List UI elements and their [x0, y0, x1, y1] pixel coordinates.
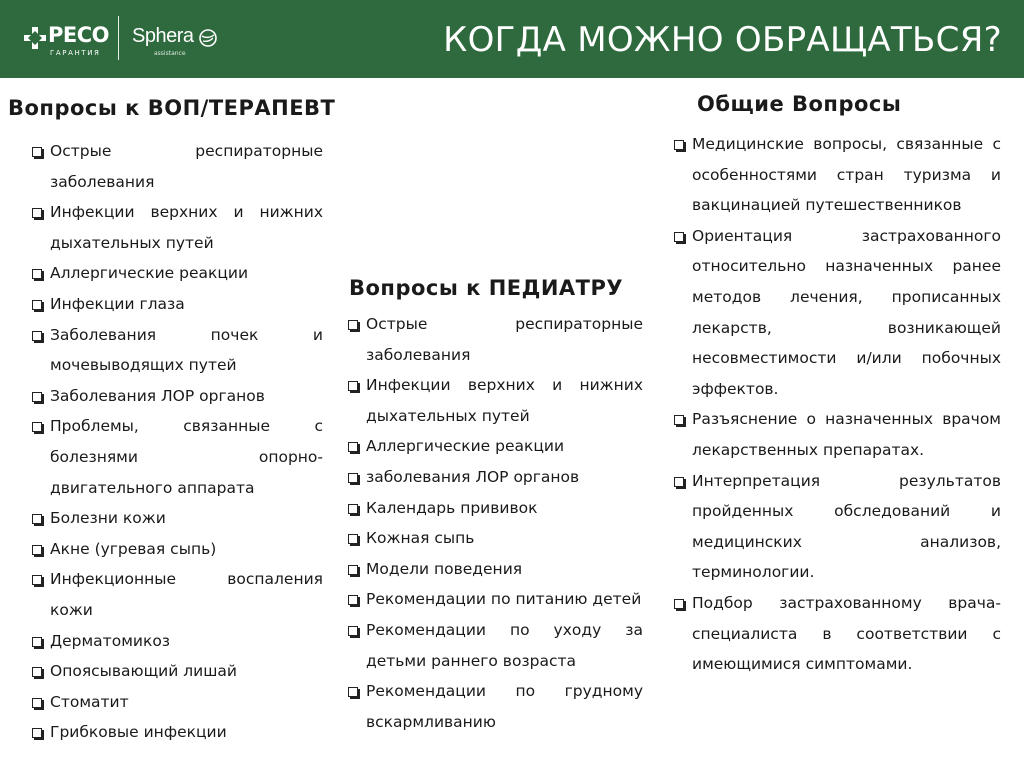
sphera-logo-name: Sphera [132, 25, 194, 47]
list-item: Подбор застрахованному врача-специалиста в соответствии с имеющимися симптомами. [674, 588, 1001, 680]
checkbox-bullet-icon [32, 147, 42, 157]
peco-logo-subtitle: ГАРАНТИЯ [50, 49, 101, 57]
checkbox-bullet-icon [348, 565, 358, 575]
checkbox-bullet-icon [348, 626, 358, 636]
header-bar [0, 0, 1024, 78]
checkbox-bullet-icon [32, 698, 42, 708]
checkbox-bullet-icon [32, 208, 42, 218]
list-item: Ориентация застрахованного относительно назначенных ранее методов лечения, прописанных лекарств, возникающей несовместимости и/или побочных эффектов. [674, 221, 1001, 405]
checkbox-bullet-icon [348, 473, 358, 483]
list-item: Дерматомикоз [32, 626, 323, 657]
checkbox-bullet-icon [674, 140, 684, 150]
sphera-logo-subtitle: assistance [154, 50, 186, 57]
checkbox-bullet-icon [32, 514, 42, 524]
list-item: Стоматит [32, 687, 323, 718]
list-item: Разъяснение о назначенных врачом лекарственных препаратах. [674, 404, 1001, 465]
pediatrician-question-list [348, 309, 643, 737]
list-item: Календарь прививок [348, 493, 643, 524]
checkbox-bullet-icon [32, 728, 42, 738]
checkbox-bullet-icon [32, 331, 42, 341]
list-item: Аллергические реакции [348, 431, 643, 462]
general-section-title: Общие Вопросы [697, 92, 902, 116]
list-item: Проблемы, связанные с болезнями опорно-двигательного аппарата [32, 411, 323, 503]
checkbox-bullet-icon [674, 599, 684, 609]
sphera-logo [132, 22, 222, 58]
list-item: Острые респираторные заболевания [32, 136, 323, 197]
list-item: Инфекции верхних и нижних дыхательных путей [348, 370, 643, 431]
list-item: Акне (угревая сыпь) [32, 534, 323, 565]
checkbox-bullet-icon [32, 667, 42, 677]
list-item: Интерпретация результатов пройденных обследований и медицинских анализов, терминологии. [674, 466, 1001, 588]
list-item: заболевания ЛОР органов [348, 462, 643, 493]
list-item: Инфекции глаза [32, 289, 323, 320]
checkbox-bullet-icon [348, 381, 358, 391]
page-title: КОГДА МОЖНО ОБРАЩАТЬСЯ? [443, 20, 1002, 60]
list-item: Рекомендации по уходу за детьми раннего возраста [348, 615, 643, 676]
list-item: Болезни кожи [32, 503, 323, 534]
checkbox-bullet-icon [32, 392, 42, 402]
list-item: Опоясывающий лишай [32, 656, 323, 687]
general-question-list [674, 129, 1001, 680]
list-item: Рекомендации по грудному вскармливанию [348, 676, 643, 737]
logo-divider [118, 16, 119, 60]
checkbox-bullet-icon [674, 477, 684, 487]
list-item: Рекомендации по питанию детей [348, 584, 643, 615]
therapist-section-title: Вопросы к ВОП/ТЕРАПЕВТ [8, 96, 336, 120]
list-item: Грибковые инфекции [32, 717, 323, 748]
list-item: Инфекции верхних и нижних дыхательных путей [32, 197, 323, 258]
list-item: Аллергические реакции [32, 258, 323, 289]
list-item: Заболевания ЛОР органов [32, 381, 323, 412]
list-item: Кожная сыпь [348, 523, 643, 554]
checkbox-bullet-icon [674, 415, 684, 425]
list-item: Модели поведения [348, 554, 643, 585]
checkbox-bullet-icon [348, 504, 358, 514]
list-item: Острые респираторные заболевания [348, 309, 643, 370]
peco-logo [24, 22, 110, 58]
list-item: Медицинские вопросы, связанные с особенностями стран туризма и вакцинацией путешественников [674, 129, 1001, 221]
checkbox-bullet-icon [348, 534, 358, 544]
pediatrician-section-title: Вопросы к ПЕДИАТРУ [349, 276, 624, 300]
checkbox-bullet-icon [348, 442, 358, 452]
checkbox-bullet-icon [32, 637, 42, 647]
peco-cross-icon [24, 27, 46, 49]
checkbox-bullet-icon [348, 320, 358, 330]
checkbox-bullet-icon [32, 575, 42, 585]
checkbox-bullet-icon [674, 232, 684, 242]
checkbox-bullet-icon [32, 300, 42, 310]
checkbox-bullet-icon [32, 545, 42, 555]
peco-logo-name: PECO [48, 23, 109, 47]
checkbox-bullet-icon [32, 269, 42, 279]
list-item: Заболевания почек и мочевыводящих путей [32, 320, 323, 381]
checkbox-bullet-icon [348, 687, 358, 697]
checkbox-bullet-icon [32, 422, 42, 432]
globe-icon [198, 28, 218, 48]
checkbox-bullet-icon [348, 595, 358, 605]
list-item: Инфекционные воспаления кожи [32, 564, 323, 625]
therapist-question-list [32, 136, 323, 748]
